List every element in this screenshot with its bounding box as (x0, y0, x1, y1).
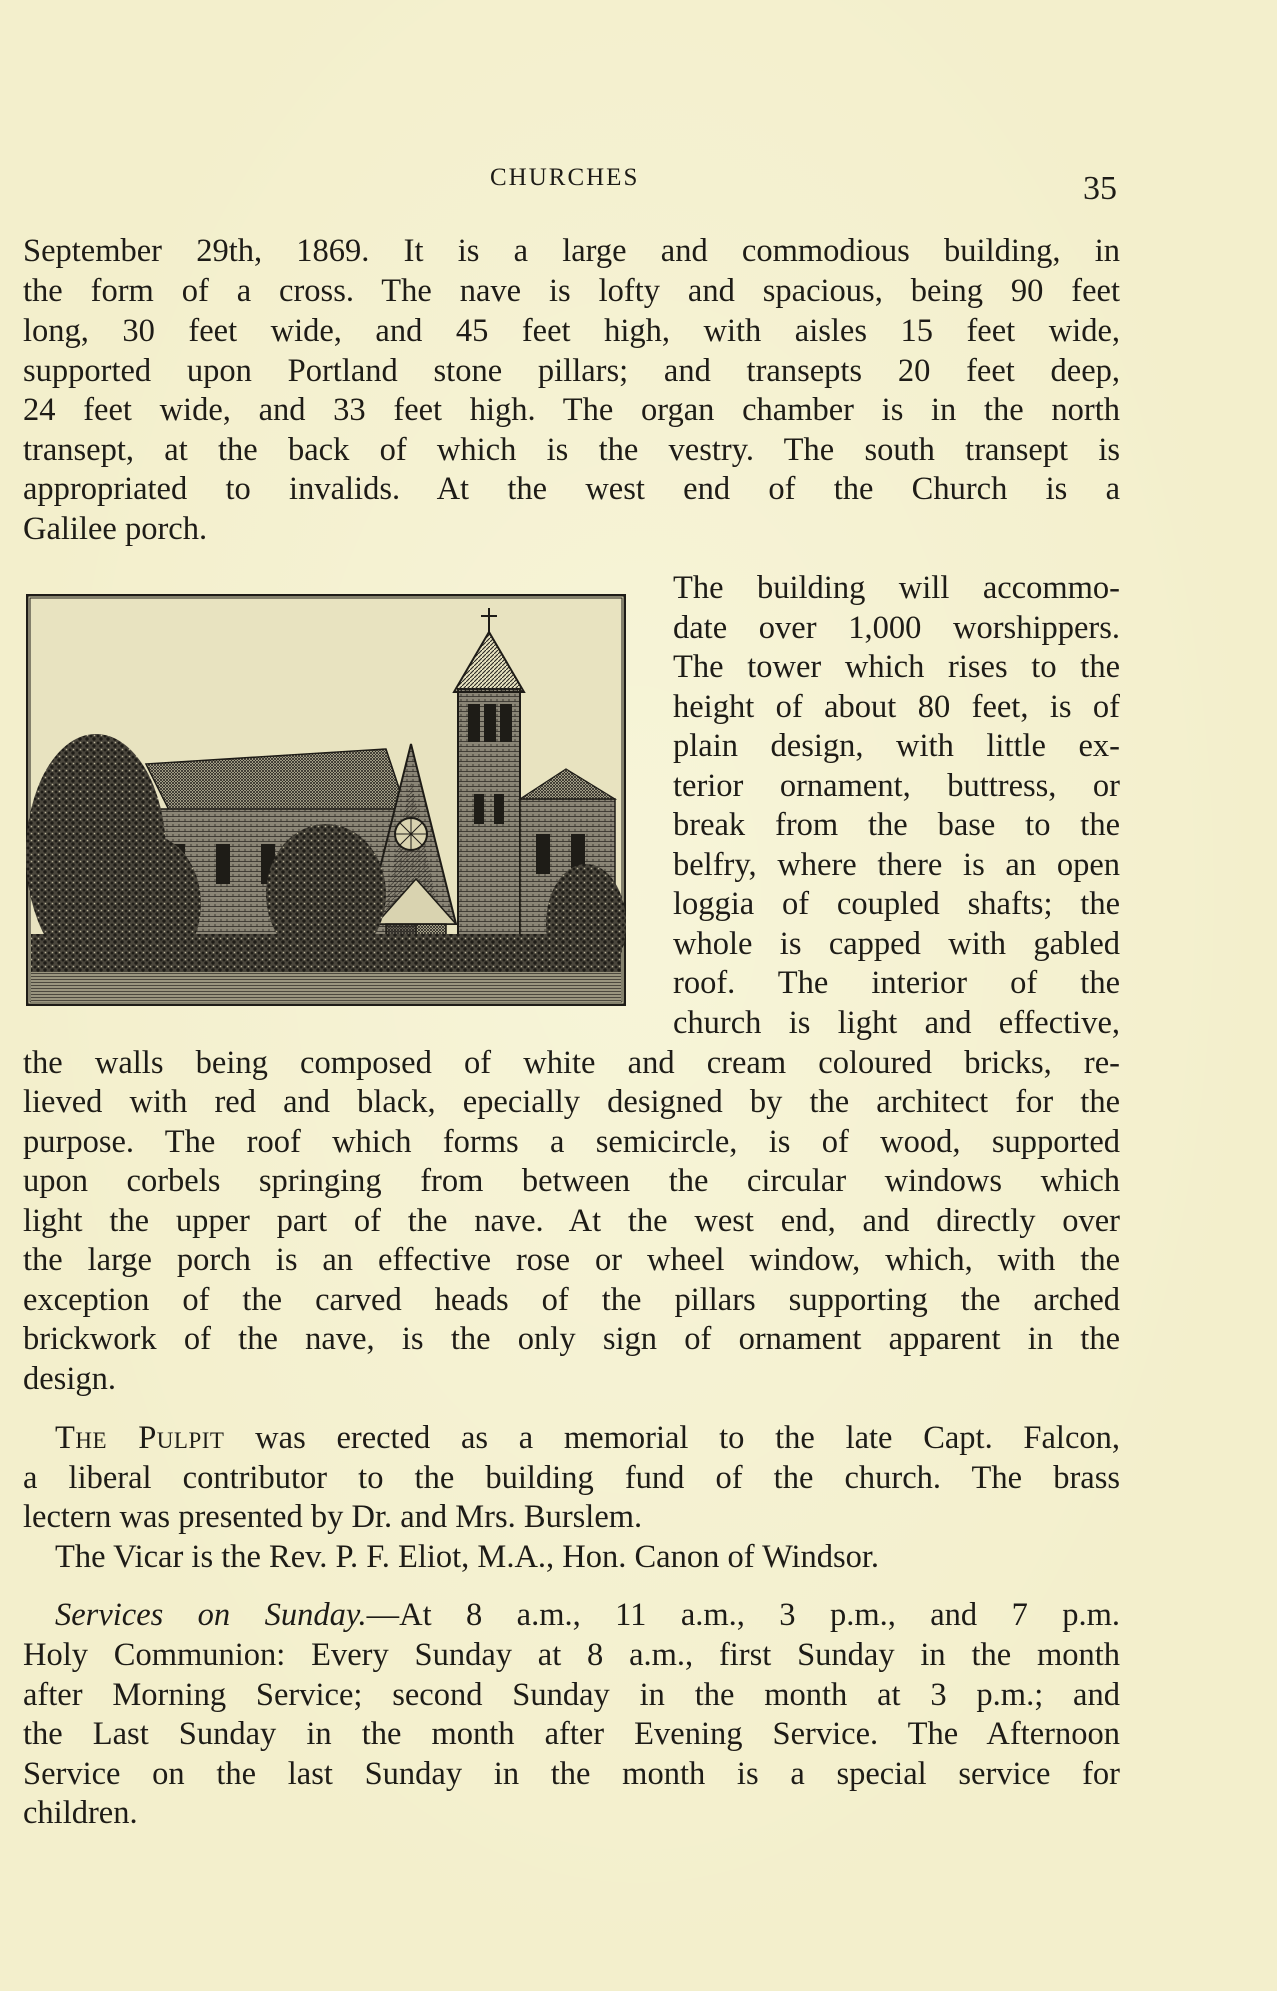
text-line: upon corbels springing from between the circular windows which (23, 1163, 1120, 1199)
church-engraving-drawing (26, 594, 626, 1006)
text-line: supported upon Portland stone pillars; and transepts 20 feet deep, (23, 353, 1120, 389)
text-line: 24 feet wide, and 33 feet high. The organ chamber is in the north (23, 392, 1120, 428)
text-line: Holy Communion: Every Sunday at 8 a.m., first Sunday in the month (23, 1637, 1120, 1673)
text-line: lectern was presented by Dr. and Mrs. Burslem. (23, 1499, 643, 1535)
text-line: design. (23, 1361, 116, 1397)
text-line: children. (23, 1795, 138, 1831)
text-line: the Last Sunday in the month after Evening Service. The Afternoon (23, 1716, 1120, 1752)
text-line: height of about 80 feet, is of (673, 689, 1120, 725)
text-line: September 29th, 1869. It is a large and commodious building, in (23, 233, 1120, 269)
text-line: the large porch is an effective rose or wheel window, which, with the (23, 1242, 1120, 1278)
text-line: plain design, with little ex- (673, 728, 1120, 764)
text-line: lieved with red and black, epecially designed by the architect for the (23, 1084, 1120, 1120)
text-line: a liberal contributor to the building fund of the church. The brass (23, 1460, 1120, 1496)
text-line: exception of the carved heads of the pillars supporting the arched (23, 1282, 1120, 1318)
running-title: CHURCHES (490, 164, 640, 191)
text-line: The tower which rises to the (673, 649, 1120, 685)
services-text: —At 8 a.m., 11 a.m., 3 p.m., and 7 p.m. (366, 1597, 1120, 1633)
services-heading: Services on Sunday. (55, 1597, 367, 1633)
text-line: the form of a cross. The nave is lofty and spacious, being 90 feet (23, 273, 1120, 309)
text-line: after Morning Service; second Sunday in the month at 3 p.m.; and (23, 1677, 1120, 1713)
pulpit-text: was erected as a memorial to the late Capt. Falcon, (224, 1420, 1120, 1456)
page-number: 35 (1083, 170, 1117, 207)
church-engraving (26, 594, 626, 1006)
text-line: light the upper part of the nave. At the west end, and directly over (23, 1203, 1120, 1239)
text-line: belfry, where there is an open (673, 847, 1120, 883)
text-line: The building will accommo- (673, 570, 1120, 606)
text-line: transept, at the back of which is the vestry. The south transept is (23, 432, 1120, 468)
text-line: Service on the last Sunday in the month is a special service for (23, 1756, 1120, 1792)
text-line: date over 1,000 worshippers. (673, 610, 1120, 646)
text-line: whole is capped with gabled (673, 926, 1120, 962)
text-line: The Vicar is the Rev. P. F. Eliot, M.A., Hon. Canon of Windsor. (55, 1539, 880, 1575)
text-line: purpose. The roof which forms a semicircle, is of wood, supported (23, 1124, 1120, 1160)
text-line (55, 1419, 1120, 1459)
page-header (0, 160, 1277, 220)
text-line: brickwork of the nave, is the only sign of ornament apparent in the (23, 1321, 1120, 1357)
pulpit-heading: The Pulpit (55, 1420, 225, 1456)
text-line: long, 30 feet wide, and 45 feet high, with aisles 15 feet wide, (23, 313, 1120, 349)
text-line: terior ornament, buttress, or (673, 768, 1120, 804)
text-line: Galilee porch. (23, 511, 208, 547)
text-line: church is light and effective, (673, 1005, 1120, 1041)
text-line: appropriated to invalids. At the west end of the Church is a (23, 471, 1120, 507)
text-line (55, 1596, 1120, 1636)
text-line: loggia of coupled shafts; the (673, 886, 1120, 922)
text-line: roof. The interior of the (673, 965, 1120, 1001)
text-line: break from the base to the (673, 807, 1120, 843)
text-line: the walls being composed of white and cream coloured bricks, re- (23, 1045, 1120, 1081)
